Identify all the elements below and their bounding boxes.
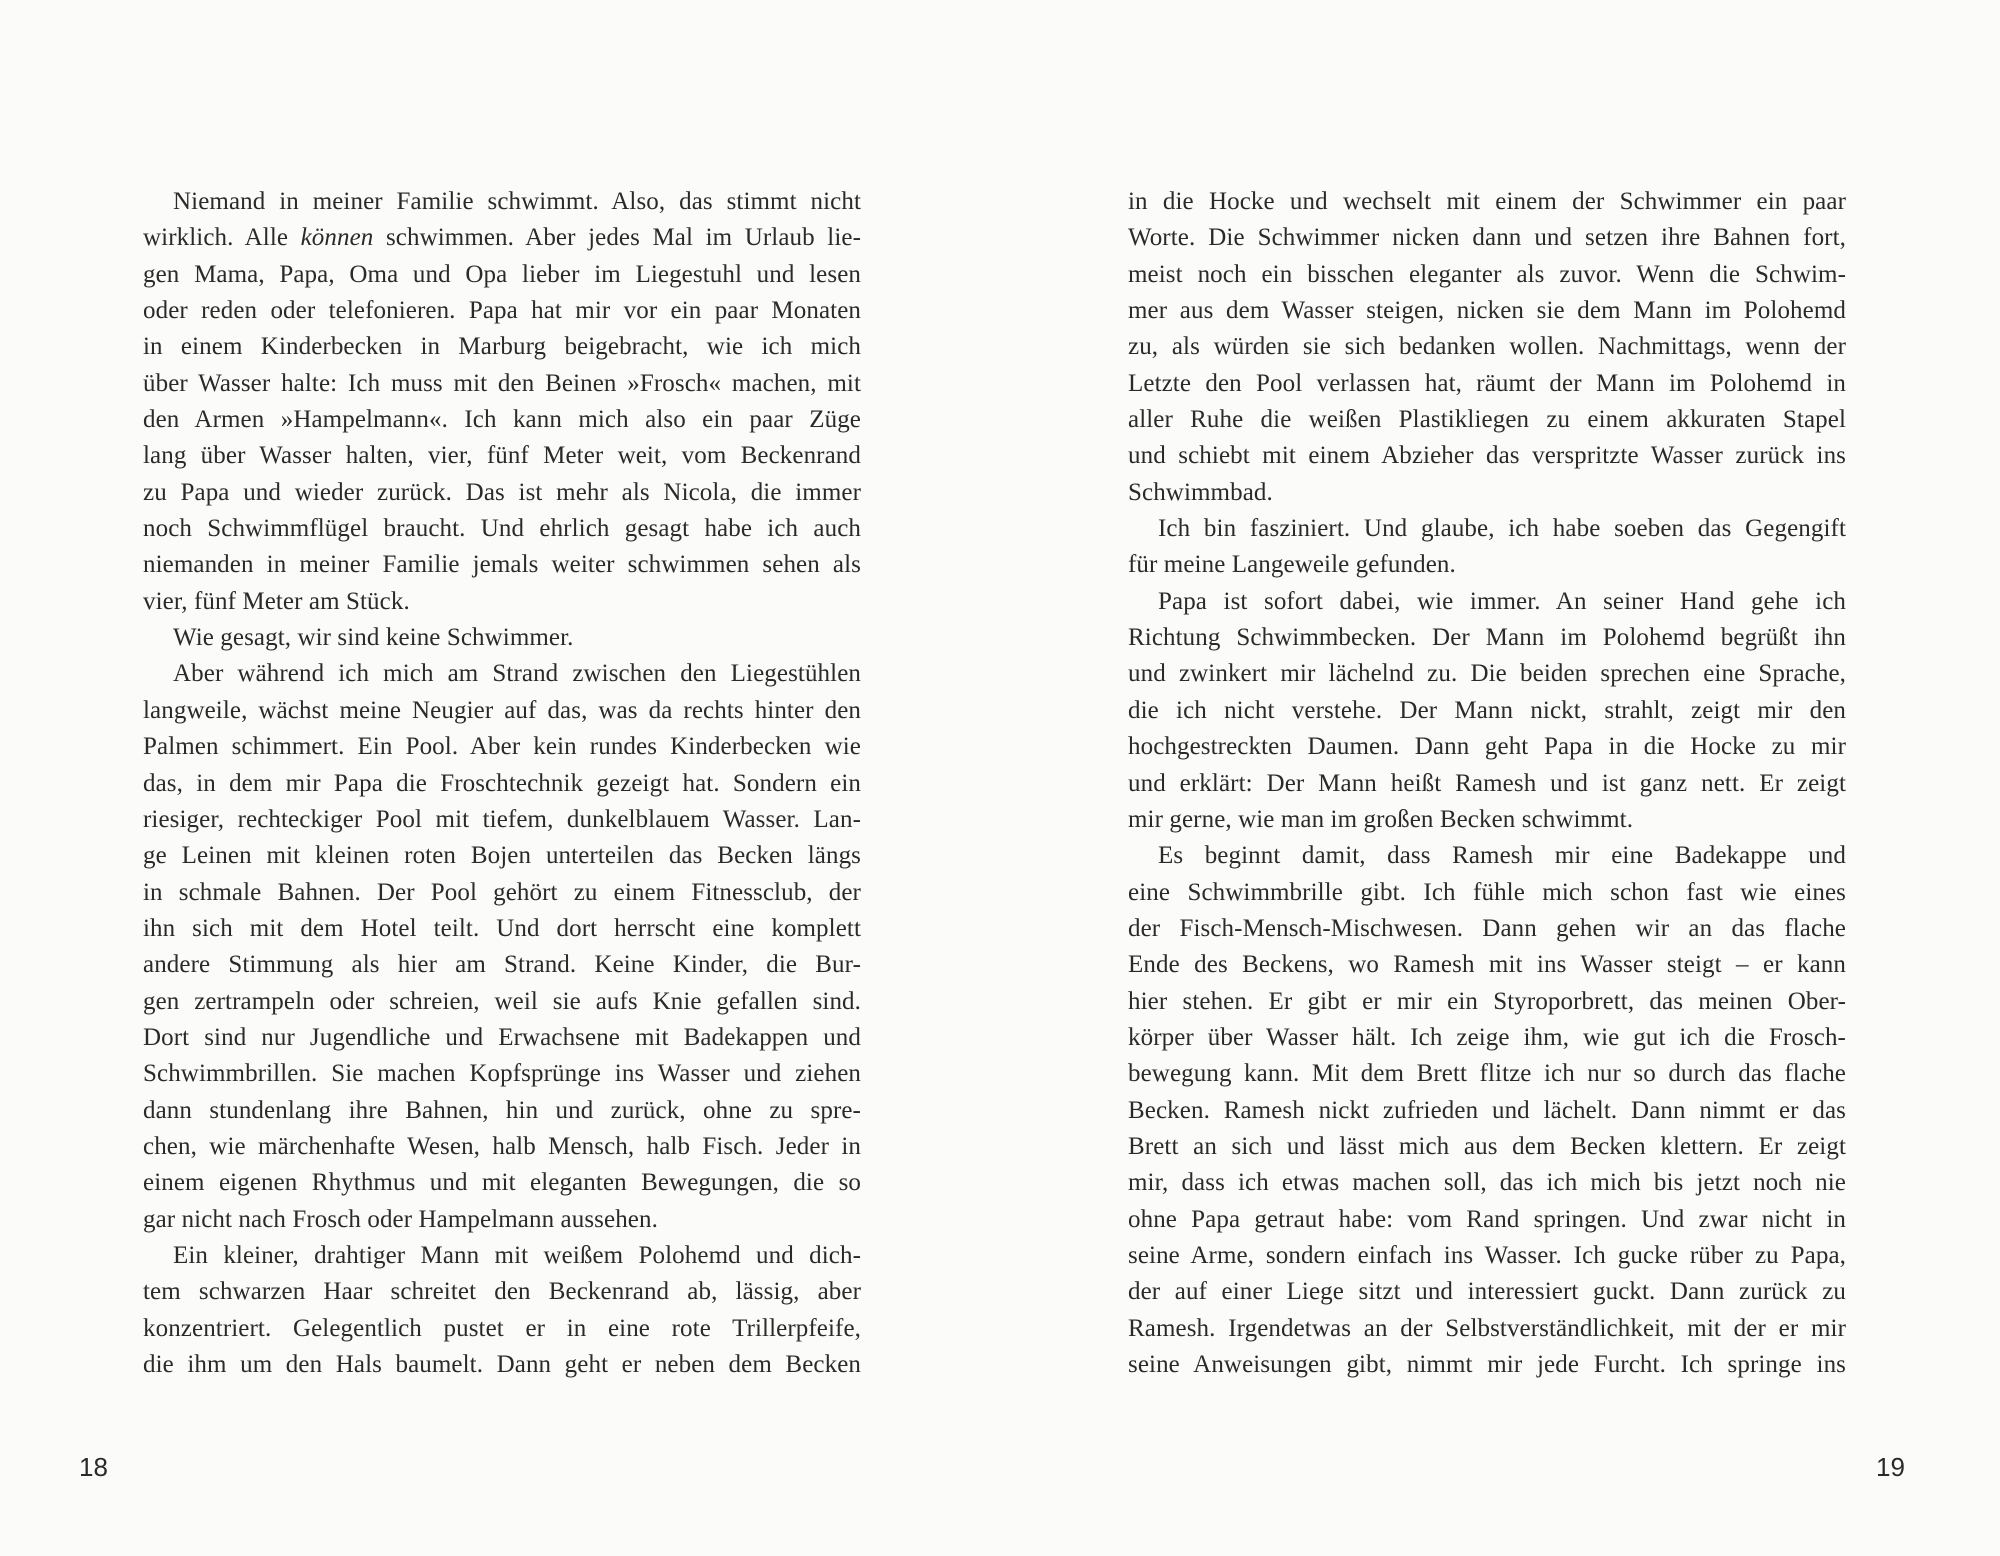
- text-segment: Palmen schimmert. Ein Pool. Aber kein rundes Kinderbecken wie: [143, 733, 861, 761]
- text-line: [143, 947, 861, 983]
- paragraph: [143, 656, 861, 1238]
- text-segment: Schwimmbrillen. Sie machen Kopfsprünge ins Wasser und ziehen: [143, 1060, 861, 1088]
- text-line: [143, 293, 861, 329]
- text-segment: den Armen »Hampelmann«. Ich kann mich also ein paar Züge: [143, 406, 861, 434]
- text-segment: lang über Wasser halten, vier, fünf Meter weit, vom Beckenrand: [143, 442, 861, 470]
- text-segment: tem schwarzen Haar schreitet den Beckenrand ab, lässig, aber: [143, 1278, 861, 1306]
- left-page-text-column: [143, 184, 861, 1383]
- text-segment: niemanden in meiner Familie jemals weiter schwimmen sehen als: [143, 551, 861, 579]
- text-line: [1128, 766, 1846, 802]
- text-segment: bewegung kann. Mit dem Brett flitze ich nur so durch das flache: [1128, 1060, 1846, 1088]
- text-segment: das, in dem mir Papa die Froschtechnik gezeigt hat. Sondern ein: [143, 769, 861, 797]
- text-line: [143, 911, 861, 947]
- text-line: [143, 766, 861, 802]
- text-segment: über Wasser halte: Ich muss mit den Beinen »Frosch« machen, mit: [143, 369, 861, 397]
- paragraph: [143, 620, 861, 656]
- text-line: [143, 802, 861, 838]
- text-line: [1128, 1274, 1846, 1310]
- right-page-number: 19: [1876, 1452, 1905, 1482]
- text-segment: Ramesh. Irgendetwas an der Selbstverständlichkeit, mit der er mir: [1128, 1314, 1846, 1342]
- text-segment: und schiebt mit einem Abzieher das verspritzte Wasser zurück ins: [1128, 442, 1846, 470]
- text-segment: ge Leinen mit kleinen roten Bojen unterteilen das Becken längs: [143, 842, 861, 870]
- text-line: [143, 656, 861, 692]
- paragraph: [1128, 511, 1846, 584]
- right-page-text-column: [1128, 184, 1846, 1383]
- text-line: [1128, 693, 1846, 729]
- text-line: [143, 547, 861, 583]
- text-segment: hochgestreckten Daumen. Dann geht Papa in die Hocke zu mir: [1128, 733, 1846, 761]
- text-segment: zu Papa und wieder zurück. Das ist mehr als Nicola, die immer: [143, 478, 861, 506]
- text-line: [1128, 366, 1846, 402]
- text-segment: Brett an sich und lässt mich aus dem Becken klettern. Er zeigt: [1128, 1132, 1846, 1160]
- text-segment: ohne Papa getraut habe: vom Rand springen. Und zwar nicht in: [1128, 1205, 1846, 1233]
- text-segment: wirklich. Alle: [143, 224, 301, 252]
- text-segment: Richtung Schwimmbecken. Der Mann im Polohemd begrüßt ihn: [1128, 624, 1846, 652]
- text-segment: eine Schwimmbrille gibt. Ich fühle mich schon fast wie eines: [1128, 878, 1846, 906]
- text-segment: die ich nicht verstehe. Der Mann nickt, strahlt, zeigt mir den: [1128, 696, 1846, 724]
- paragraph: [143, 184, 861, 620]
- text-line: [1128, 1238, 1846, 1274]
- text-segment: dann stundenlang ihre Bahnen, hin und zurück, ohne zu spre-: [143, 1096, 861, 1124]
- text-segment: Niemand in meiner Familie schwimmt. Also, das stimmt nicht: [173, 188, 861, 215]
- text-segment: einem eigenen Rhythmus und mit eleganten Bewegungen, die so: [143, 1169, 861, 1197]
- text-segment: zu, als würden sie sich bedanken wollen. Nachmittags, wenn der: [1128, 333, 1846, 361]
- text-line: [143, 1165, 861, 1201]
- text-segment: in schmale Bahnen. Der Pool gehört zu einem Fitnessclub, der: [143, 878, 861, 906]
- paragraph: [1128, 184, 1846, 511]
- text-segment: Becken. Ramesh nickt zufrieden und lächelt. Dann nimmt er das: [1128, 1096, 1846, 1124]
- text-line: [143, 1238, 861, 1274]
- text-line: [1128, 729, 1846, 765]
- text-segment: Ich bin fasziniert. Und glaube, ich habe soeben das Gegengift: [1158, 515, 1846, 543]
- text-line: [1128, 911, 1846, 947]
- text-line: [1128, 438, 1846, 474]
- text-segment: chen, wie märchenhafte Wesen, halb Mensch, halb Fisch. Jeder in: [143, 1132, 861, 1160]
- text-line: [143, 438, 861, 474]
- text-line: [143, 875, 861, 911]
- text-line: [1128, 802, 1846, 838]
- text-segment: langweile, wächst meine Neugier auf das, was da rechts hinter den: [143, 696, 861, 724]
- paragraph: [143, 1238, 861, 1383]
- text-line: [143, 1202, 861, 1238]
- text-line: [1128, 584, 1846, 620]
- text-segment: Worte. Die Schwimmer nicken dann und setzen ihre Bahnen fort,: [1128, 224, 1846, 252]
- text-line: [143, 1347, 861, 1383]
- text-segment: der Fisch-Mensch-Mischwesen. Dann gehen wir an das flache: [1128, 914, 1846, 942]
- text-line: [1128, 511, 1846, 547]
- text-line: [1128, 1093, 1846, 1129]
- text-line: [1128, 257, 1846, 293]
- text-line: [1128, 293, 1846, 329]
- text-line: [1128, 184, 1846, 220]
- text-segment: riesiger, rechteckiger Pool mit tiefem, dunkelblauem Wasser. Lan-: [143, 805, 861, 833]
- text-line: [143, 366, 861, 402]
- text-segment: seine Arme, sondern einfach ins Wasser. Ich gucke rüber zu Papa,: [1128, 1241, 1846, 1269]
- text-line: [143, 984, 861, 1020]
- text-line: [1128, 1347, 1846, 1383]
- text-segment: aller Ruhe die weißen Plastikliegen zu einem akkuraten Stapel: [1128, 406, 1846, 434]
- text-segment: Schwimmbad.: [1128, 478, 1273, 506]
- text-line: [143, 1093, 861, 1129]
- text-segment: vier, fünf Meter am Stück.: [143, 587, 410, 615]
- text-line: [1128, 656, 1846, 692]
- text-segment: der auf einer Liege sitzt und interessiert guckt. Dann zurück zu: [1128, 1278, 1846, 1306]
- text-line: [143, 1020, 861, 1056]
- text-line: [143, 1311, 861, 1347]
- text-segment: gar nicht nach Frosch oder Hampelmann aussehen.: [143, 1205, 658, 1233]
- text-line: [143, 475, 861, 511]
- text-segment: gen Mama, Papa, Oma und Opa lieber im Liegestuhl und lesen: [143, 260, 861, 288]
- text-segment: Papa ist sofort dabei, wie immer. An seiner Hand gehe ich: [1158, 587, 1846, 615]
- text-line: [1128, 947, 1846, 983]
- left-page-number: 18: [79, 1452, 108, 1482]
- text-line: [143, 511, 861, 547]
- text-segment: Letzte den Pool verlassen hat, räumt der Mann im Polohemd in: [1128, 369, 1846, 397]
- text-line: [1128, 402, 1846, 438]
- text-line: [143, 693, 861, 729]
- text-segment: andere Stimmung als hier am Strand. Keine Kinder, die Bur-: [143, 951, 861, 979]
- text-segment: Es beginnt damit, dass Ramesh mir eine Badekappe und: [1158, 842, 1846, 870]
- text-segment: in die Hocke und wechselt mit einem der Schwimmer ein paar: [1128, 188, 1846, 215]
- text-line: [1128, 1020, 1846, 1056]
- text-line: [1128, 329, 1846, 365]
- text-line: [143, 584, 861, 620]
- text-line: [143, 220, 861, 256]
- text-line: [1128, 1129, 1846, 1165]
- text-segment: die ihm um den Hals baumelt. Dann geht er neben dem Becken: [143, 1351, 861, 1378]
- text-line: [143, 838, 861, 874]
- text-segment: und erklärt: Der Mann heißt Ramesh und ist ganz nett. Er zeigt: [1128, 769, 1846, 797]
- text-line: [1128, 220, 1846, 256]
- text-segment: körper über Wasser hält. Ich zeige ihm, wie gut ich die Frosch-: [1128, 1023, 1846, 1051]
- text-segment: oder reden oder telefonieren. Papa hat mir vor ein paar Monaten: [143, 297, 861, 325]
- text-segment: mer aus dem Wasser steigen, nicken sie dem Mann im Polohemd: [1128, 297, 1846, 325]
- text-line: [143, 620, 861, 656]
- text-line: [143, 729, 861, 765]
- text-segment: Ende des Beckens, wo Ramesh mit ins Wasser steigt – er kann: [1128, 951, 1846, 979]
- text-line: [1128, 838, 1846, 874]
- text-line: [143, 1056, 861, 1092]
- text-segment: schwimmen. Aber jedes Mal im Urlaub lie-: [373, 224, 861, 252]
- text-segment: und zwinkert mir lächelnd zu. Die beiden sprechen eine Sprache,: [1128, 660, 1846, 688]
- text-line: [1128, 620, 1846, 656]
- text-segment: mir, dass ich etwas machen soll, das ich mich bis jetzt noch nie: [1128, 1169, 1846, 1197]
- text-line: [1128, 984, 1846, 1020]
- text-segment: Wie gesagt, wir sind keine Schwimmer.: [173, 624, 574, 652]
- text-segment: in einem Kinderbecken in Marburg beigebracht, wie ich mich: [143, 333, 861, 361]
- text-segment: meist noch ein bisschen eleganter als zuvor. Wenn die Schwim-: [1128, 260, 1846, 288]
- text-line: [143, 1129, 861, 1165]
- text-segment: hier stehen. Er gibt er mir ein Styroporbrett, das meinen Ober-: [1128, 987, 1846, 1015]
- text-segment: ihn sich mit dem Hotel teilt. Und dort herrscht eine komplett: [143, 914, 861, 942]
- text-segment: noch Schwimmflügel braucht. Und ehrlich gesagt habe ich auch: [143, 515, 861, 543]
- text-line: [143, 1274, 861, 1310]
- text-line: [143, 257, 861, 293]
- text-segment: gen zertrampeln oder schreien, weil sie aufs Knie gefallen sind.: [143, 987, 861, 1015]
- text-segment: für meine Langeweile gefunden.: [1128, 551, 1456, 579]
- paragraph: [1128, 838, 1846, 1383]
- paragraph: [1128, 584, 1846, 838]
- text-segment: Ein kleiner, drahtiger Mann mit weißem Polohemd und dich-: [173, 1241, 861, 1269]
- text-line: [1128, 547, 1846, 583]
- text-segment: Dort sind nur Jugendliche und Erwachsene mit Badekappen und: [143, 1023, 861, 1051]
- text-segment: Aber während ich mich am Strand zwischen den Liegestühlen: [173, 660, 861, 688]
- text-line: [1128, 1202, 1846, 1238]
- text-line: [143, 184, 861, 220]
- text-line: [1128, 1165, 1846, 1201]
- text-line: [143, 402, 861, 438]
- text-segment: seine Anweisungen gibt, nimmt mir jede Furcht. Ich springe ins: [1128, 1351, 1846, 1378]
- text-line: [1128, 475, 1846, 511]
- text-segment: konzentriert. Gelegentlich pustet er in eine rote Trillerpfeife,: [143, 1314, 861, 1342]
- text-line: [1128, 1056, 1846, 1092]
- text-line: [143, 329, 861, 365]
- italic-text: können: [300, 224, 374, 252]
- text-line: [1128, 1311, 1846, 1347]
- text-line: [1128, 875, 1846, 911]
- text-segment: mir gerne, wie man im großen Becken schwimmt.: [1128, 805, 1634, 833]
